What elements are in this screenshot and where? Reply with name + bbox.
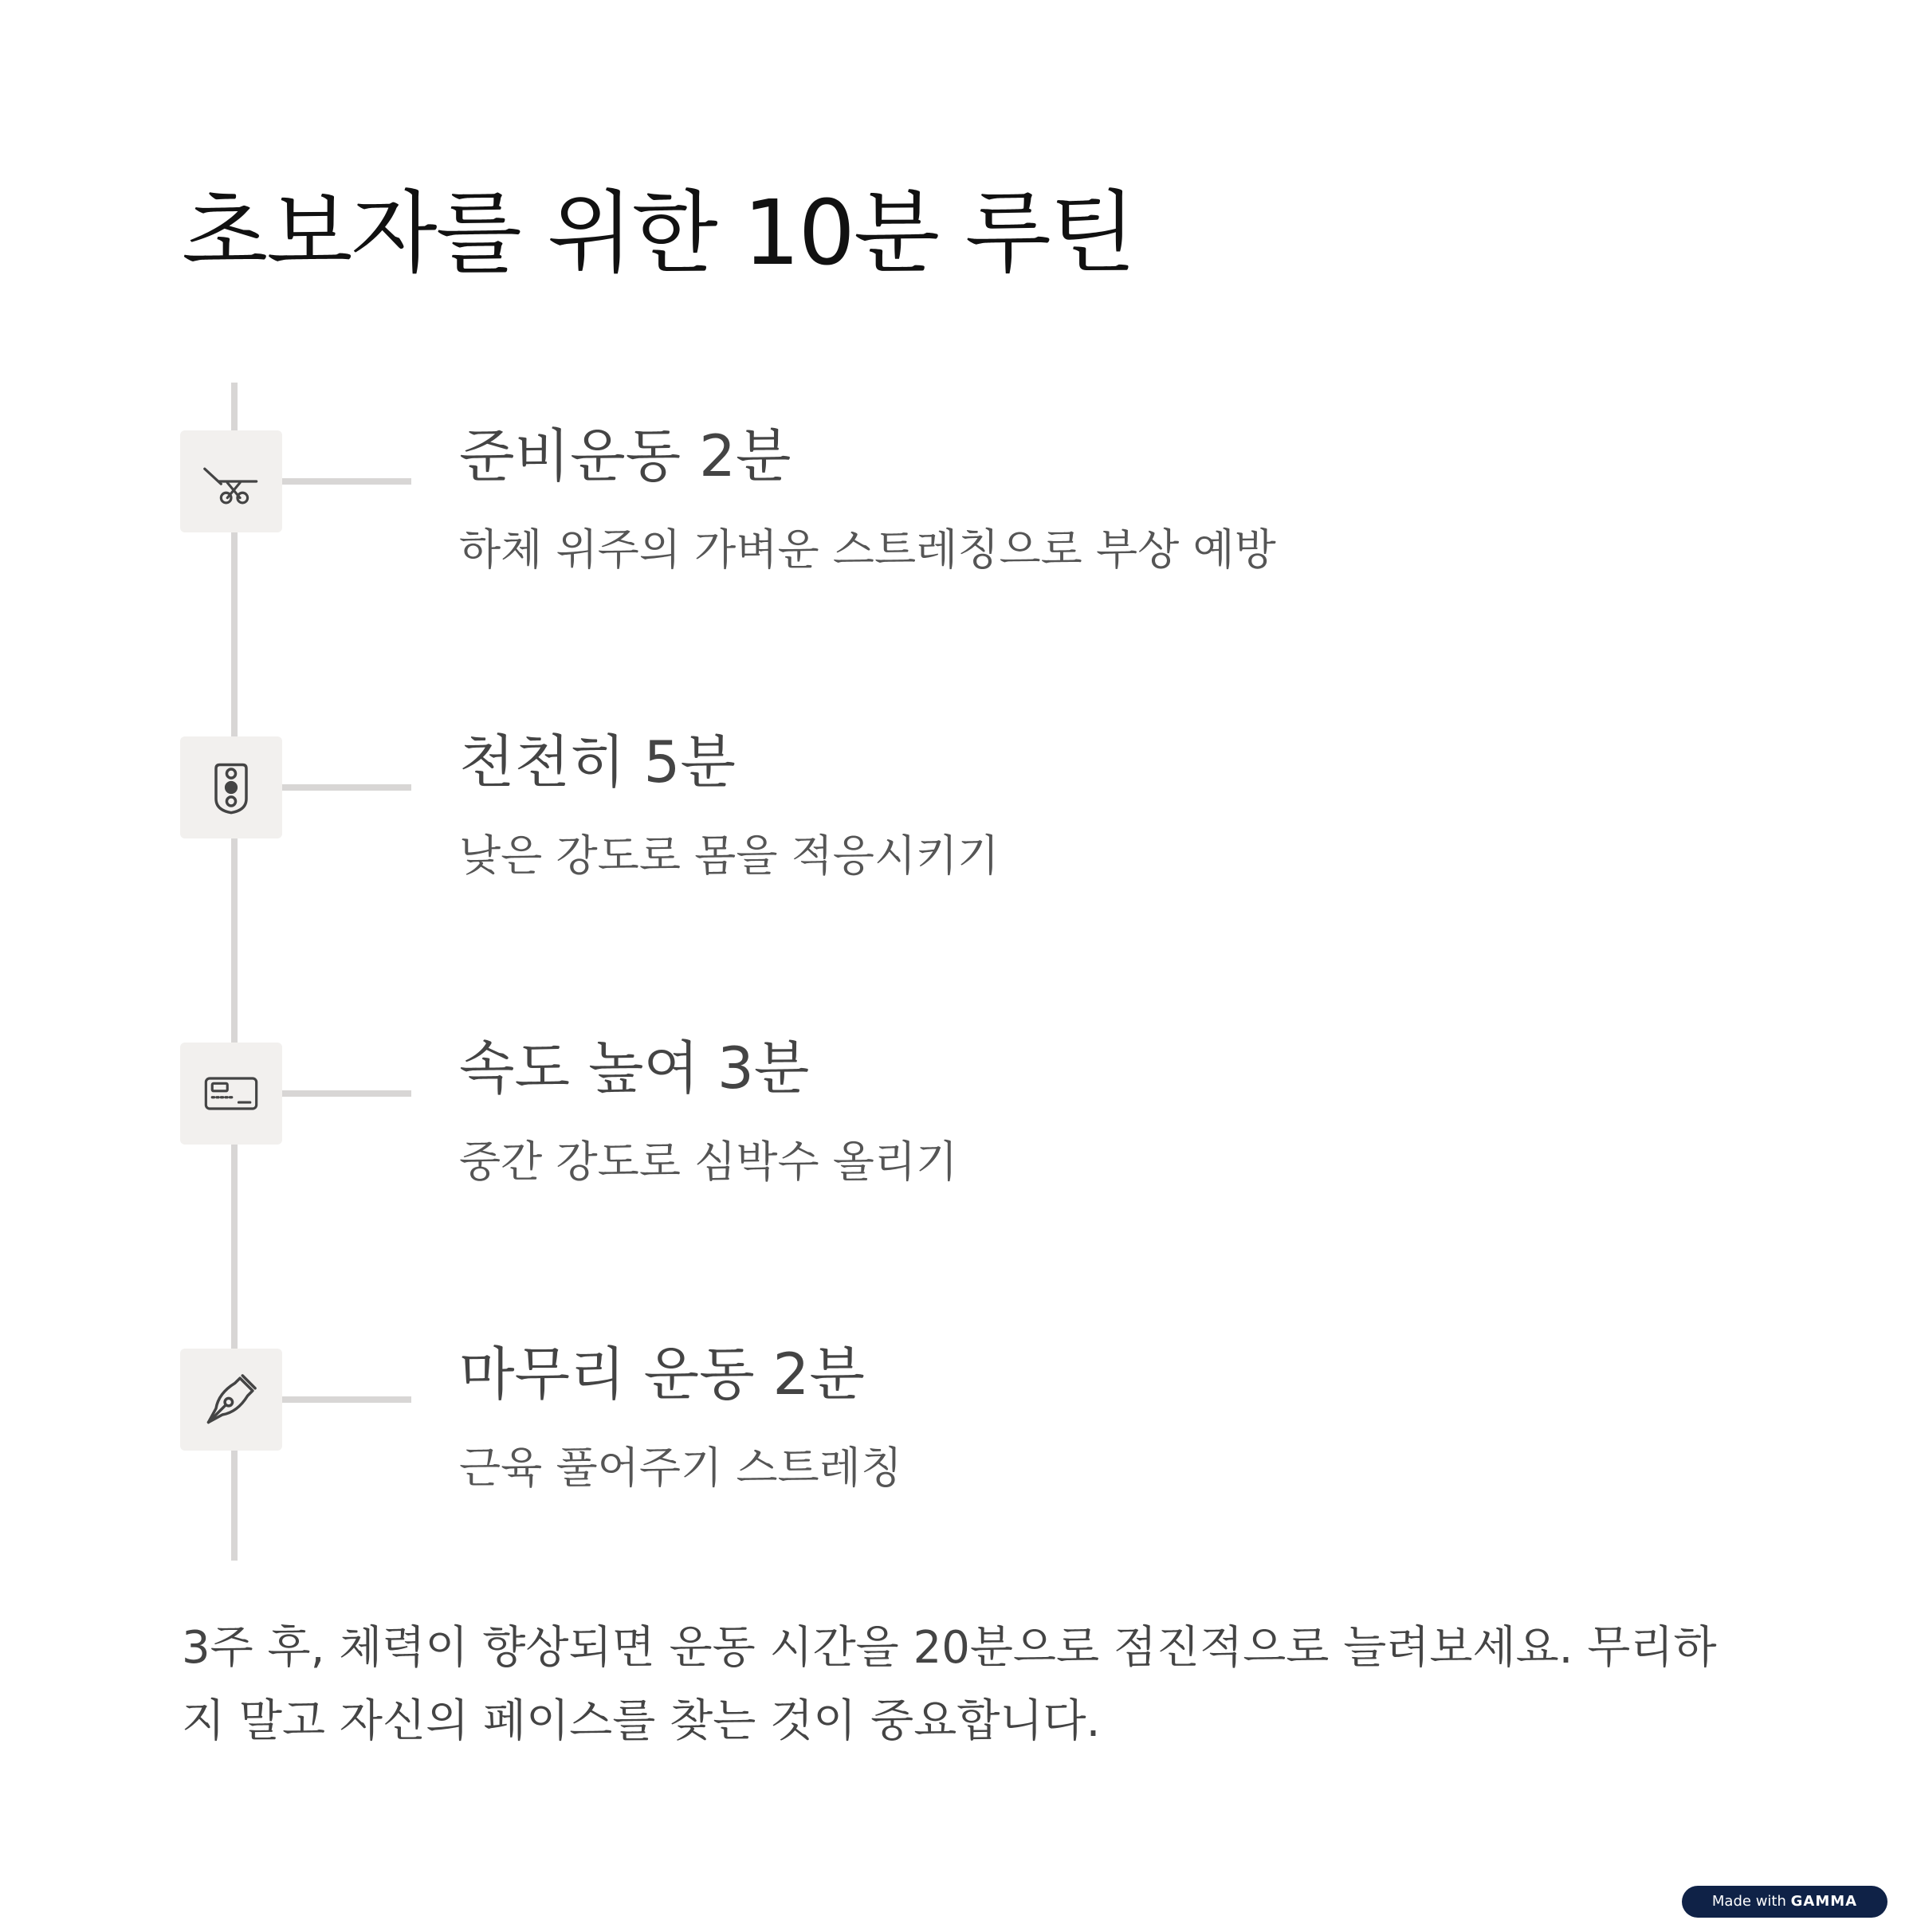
step-title: 속도 높여 3분 [459, 1035, 810, 1101]
page-title: 초보자를 위한 10분 루틴 [182, 182, 1135, 285]
step-description: 하체 위주의 가벼운 스트레칭으로 부상 예방 [459, 524, 1276, 575]
timeline-connector [282, 478, 411, 485]
step-description: 낮은 강도로 몸을 적응시키기 [459, 831, 1000, 881]
card-icon [180, 1043, 282, 1145]
pen-nib-icon [180, 1349, 282, 1451]
timeline-step-2 [0, 689, 1913, 928]
wheelbarrow-icon [180, 430, 282, 532]
timeline-step-4 [0, 1301, 1913, 1540]
step-title: 마무리 운동 2분 [459, 1341, 865, 1408]
made-with-gamma-badge[interactable] [1682, 1886, 1887, 1918]
gamma-logo: GAMMA [1790, 1893, 1858, 1910]
timeline-connector [282, 784, 411, 791]
traffic-light-icon [180, 736, 282, 838]
step-title: 준비운동 2분 [459, 422, 792, 489]
badge-prefix: Made with [1711, 1893, 1786, 1910]
timeline-step-1 [0, 383, 1913, 622]
step-title: 천천히 5분 [459, 728, 736, 795]
footer-note: 3주 후, 체력이 향상되면 운동 시간을 20분으로 점진적으로 늘려보세요. 무리하지 말고 자신의 페이스를 찾는 것이 중요합니다. [182, 1622, 1717, 1747]
step-description: 근육 풀어주기 스트레칭 [459, 1443, 902, 1493]
timeline-connector [282, 1090, 411, 1097]
timeline-connector [282, 1396, 411, 1403]
step-description: 중간 강도로 심박수 올리기 [459, 1137, 958, 1187]
timeline-step-3 [0, 995, 1913, 1234]
